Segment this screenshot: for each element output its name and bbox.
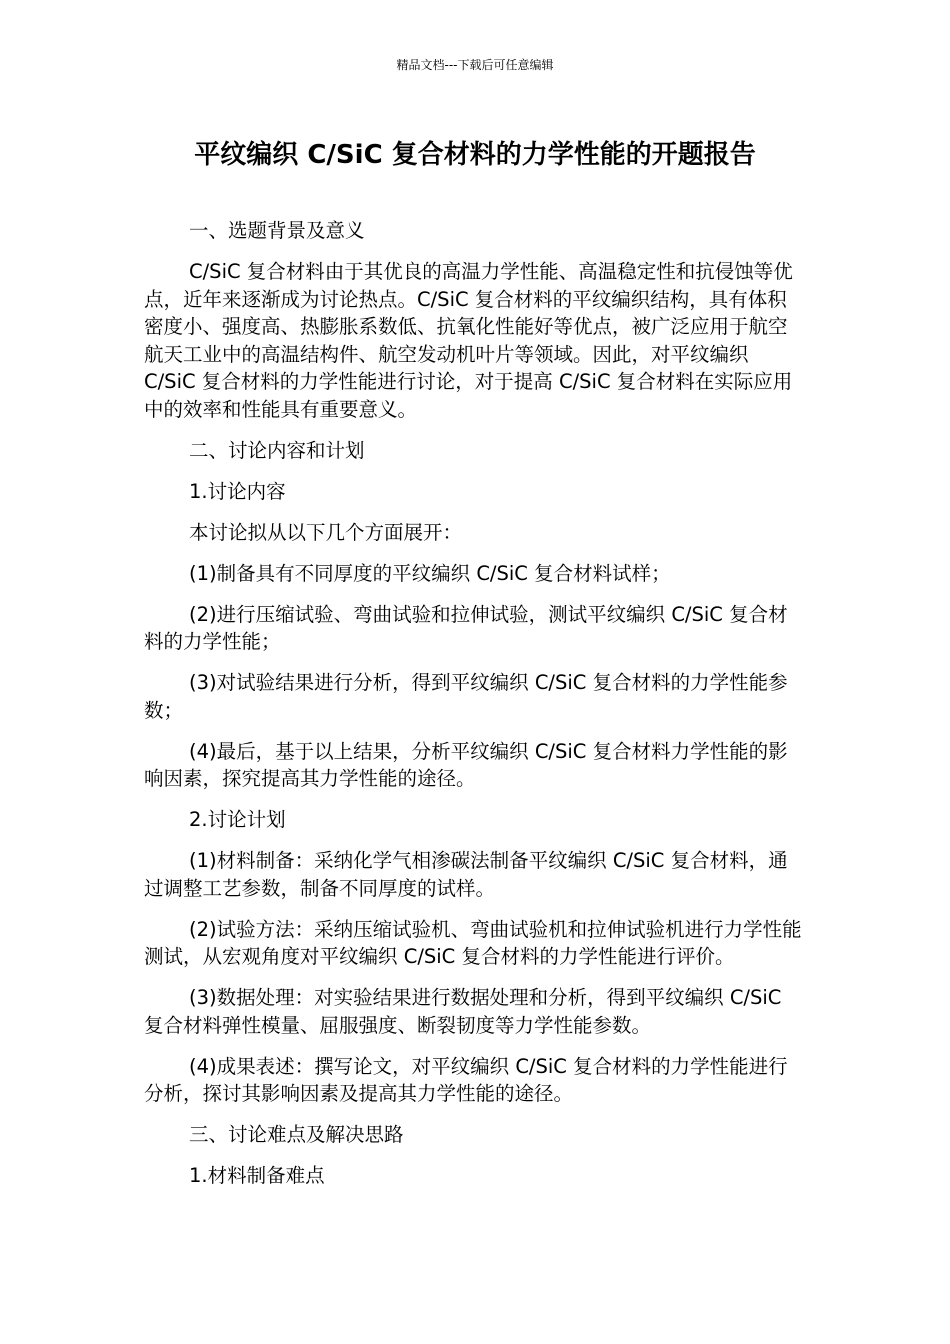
list-item-content-1: (1)制备具有不同厚度的平纹编织 C/SiC 复合材料试样；	[189, 561, 671, 585]
section-heading-content-plan: 二、讨论内容和计划	[189, 438, 365, 462]
subheading-content: 1.讨论内容	[189, 479, 286, 503]
section-heading-background: 一、选题背景及意义	[189, 219, 365, 242]
list-item-content-3: (3)对试验结果进行分析，得到平纹编织 C/SiC 复合材料的力学性能参数；	[144, 671, 788, 722]
list-item-plan-4: (4)成果表述：撰写论文，对平纹编织 C/SiC 复合材料的力学性能进行分析，探讨其影响因素及提高其力学性能的途径。	[144, 1054, 788, 1105]
section-heading-difficulties: 三、讨论难点及解决思路	[189, 1123, 404, 1146]
document-title: 平纹编织 C/SiC 复合材料的力学性能的开题报告	[194, 140, 756, 170]
paragraph-content-intro: 本讨论拟从以下几个方面展开：	[189, 520, 463, 544]
paragraph-background: C/SiC 复合材料由于其优良的高温力学性能、高温稳定性和抗侵蚀等优点，近年来逐渐成为讨论热点。C/SiC 复合材料的平纹编织结构，具有体积密度小、强度高、热膨胀系数低、抗氧化性能好等优点，被广泛应用于航空航天工业中的高温结构件、航空发动机叶片等领域。因此，对平纹编织 C/SiC 复合材料的力学性能进行讨论，对于提高 C/SiC 复合材料在实际应用中的效率和性能具有重要意义。	[144, 260, 793, 421]
document-body	[144, 217, 806, 1203]
subheading-plan: 2.讨论计划	[189, 808, 286, 831]
list-item-plan-1: (1)材料制备：采纳化学气相渗碳法制备平纹编织 C/SiC 复合材料，通过调整工艺参数，制备不同厚度的试样。	[144, 849, 788, 900]
list-item-content-2: (2)进行压缩试验、弯曲试验和拉伸试验，测试平纹编织 C/SiC 复合材料的力学性能；	[144, 602, 788, 653]
list-item-content-4: (4)最后，基于以上结果，分析平纹编织 C/SiC 复合材料力学性能的影响因素，探究提高其力学性能的途径。	[144, 739, 788, 790]
list-item-plan-2: (2)试验方法：采纳压缩试验机、弯曲试验机和拉伸试验机进行力学性能测试，从宏观角度对平纹编织 C/SiC 复合材料的力学性能进行评价。	[144, 917, 802, 968]
header-note: 精品文档---下载后可任意编辑	[396, 58, 554, 72]
subheading-material-difficulty: 1.材料制备难点	[189, 1164, 325, 1187]
list-item-plan-3: (3)数据处理：对实验结果进行数据处理和分析，得到平纹编织 C/SiC 复合材料弹性模量、屈服强度、断裂韧度等力学性能参数。	[144, 986, 782, 1037]
